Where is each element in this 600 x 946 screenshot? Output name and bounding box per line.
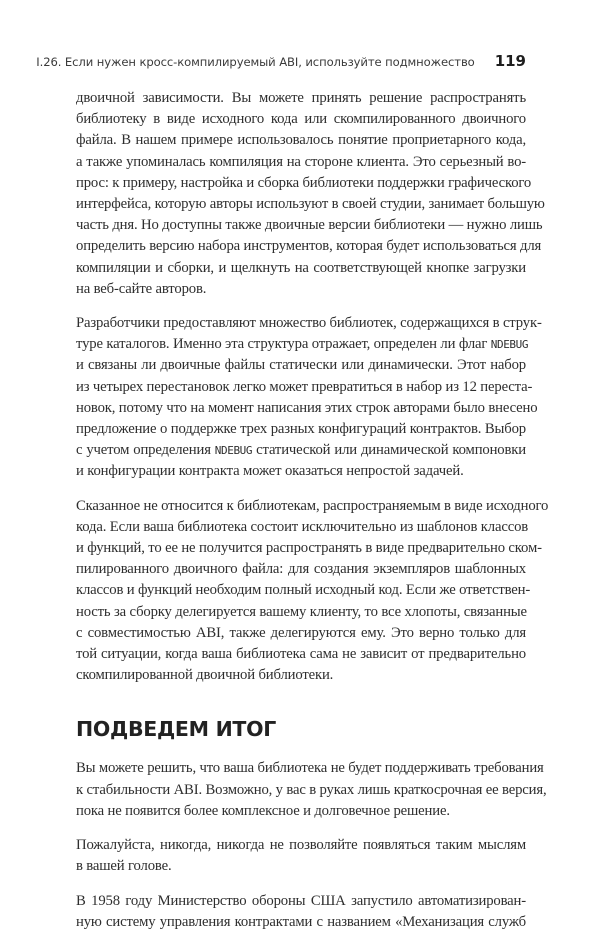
text-line: той ситуации, когда ваша библиотека сама не зависит от предварительно [76,646,526,663]
text-run: из четырех перестановок легко может превратиться в набор из 12 переста- [76,378,533,395]
text-line [76,398,538,419]
text-run: и связаны ли двоичные файлы статически или динамически. Этот набор [76,357,526,374]
text-run: и конфигурации контракта может оказаться непростой задачей. [76,463,464,480]
paragraph-summary-2 [76,835,526,877]
text-line: компиляции и сборки, и щелкнуть на соответствующей кнопке загрузки [76,259,526,276]
text-line: интерфейса, которую авторы используют в своей студии, занимает большую [76,196,545,213]
code-ndebug: NDEBUG [214,444,253,458]
text-line: а также упоминалась компиляция на стороне клиента. Это серьезный во- [76,153,526,170]
text-run: предложение о поддержке трех разных конфигураций контрактов. Выбор [76,421,526,438]
text-line: пилированного двоичного файла: для создания экземпляров шаблонных [76,561,526,578]
text-line [76,377,533,398]
text-line [76,440,526,461]
text-line: пока не появится более комплексное и долговечное решение. [76,802,450,819]
text-line: Вы можете решить, что ваша библиотека не будет поддерживать требования [76,760,544,777]
text-line [76,355,526,376]
paragraph-summary-3 [76,891,526,933]
text-line: В 1958 году Министерство обороны США запустило автоматизирован- [76,892,526,909]
section-heading: ПОДВЕДЕМ ИТОГ [76,717,276,742]
text-line: в вашей голове. [76,858,172,875]
running-head [36,52,526,72]
paragraph-binary-dependency [76,88,545,300]
text-run: новок, потому что на момент написания этих строк авторами было внесено [76,399,538,416]
text-line: к стабильности ABI. Возможно, у вас в руках лишь краткосрочная ее версия, [76,781,547,798]
text-line: Пожалуйста, никогда, никогда не позволяйте появляться таким мыслям [76,837,526,854]
text-line: скомпилированной двоичной библиотеки. [76,667,334,684]
text-line: библиотеку в виде исходного кода или скомпилированного двоичного [76,111,526,128]
text-line: кода. Если ваша библиотека состоит исключительно из шаблонов классов [76,518,529,535]
text-line: ную систему управления контрактами с названием «Механизация служб [76,913,526,930]
text-line: и функций, то ее не получится распространять в виде предварительно ском- [76,540,542,557]
text-line: с совместимостью ABI, также делегируются ему. Это верно только для [76,624,526,641]
text-line: часть дня. Но доступны также двоичные версии библиотеки — нужно лишь [76,217,543,234]
text-run: с учетом определения [76,442,215,459]
text-line [76,461,526,482]
paragraph-library-structure [76,313,542,483]
paragraph-summary-1 [76,758,547,822]
text-line: классов и функций необходим полный исходный код. Если же ответствен- [76,582,531,599]
text-line: определить версию набора инструментов, которая будет использоваться для [76,238,542,255]
text-run: туре каталогов. Именно эта структура отражает, определен ли флаг [76,336,491,353]
code-ndebug: NDEBUG [490,338,529,352]
page-number: 119 [494,52,526,70]
text-line [76,334,529,355]
text-line: на веб-сайте авторов. [76,280,207,297]
text-run: статической или динамической компоновки [252,442,526,459]
text-line: двоичной зависимости. Вы можете принять решение распространять [76,90,526,106]
text-run: Разработчики предоставляют множество библиотек, содержащихся в струк- [76,315,542,332]
running-head-title: I.26. Если нужен кросс-компилируемый ABI, используйте подмножество [36,55,475,69]
text-line: Сказанное не относится к библиотекам, распространяемым в виде исходного [76,497,549,514]
text-line: ность за сборку делегируется вашему клиенту, то все хлопоты, связанные [76,603,527,620]
text-line: файла. В нашем примере использовалось понятие проприетарного кода, [76,132,526,149]
text-line [76,313,542,334]
text-line: прос: к примеру, настройка и сборка библиотеки поддержки графического [76,174,532,191]
text-line [76,419,526,440]
paragraph-source-libraries [76,496,549,687]
page-body [76,88,549,946]
